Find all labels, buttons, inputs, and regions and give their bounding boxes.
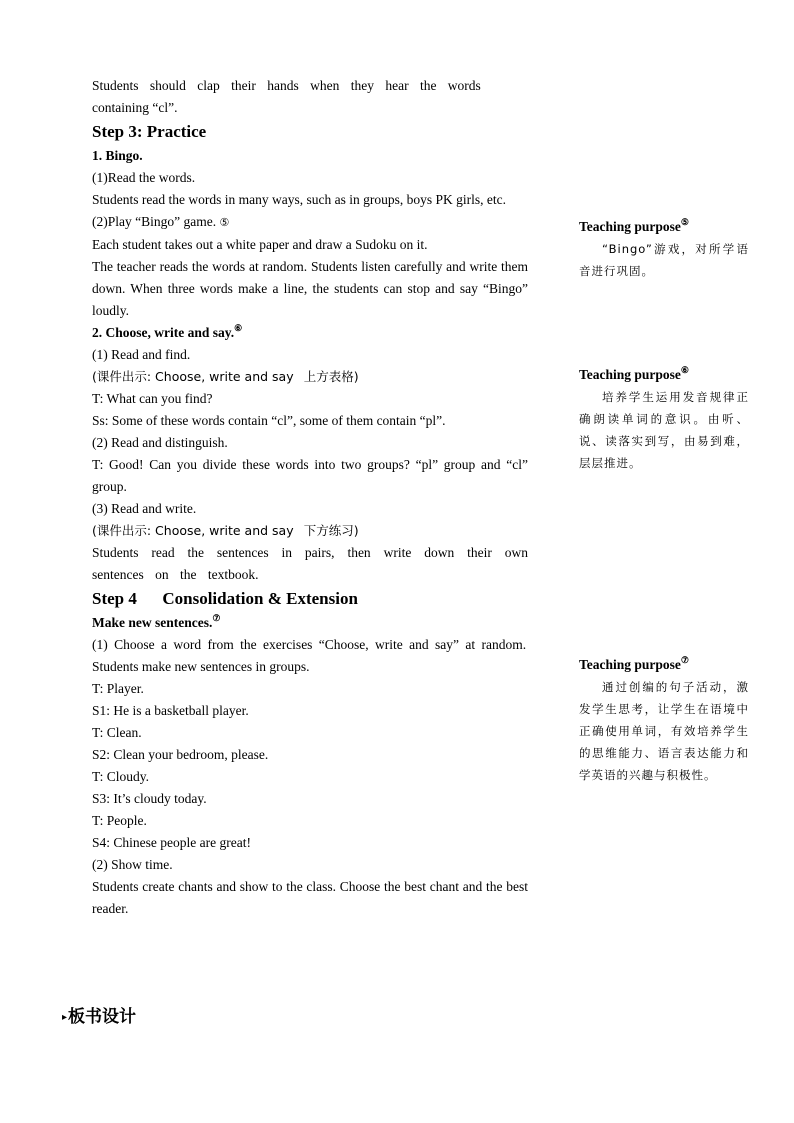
intro-line-2: containing “cl”. xyxy=(92,100,178,115)
choose-line-9: Students read the sentences in pairs, then write down their own sentences on the textbook. xyxy=(92,545,528,582)
choose-line-8 xyxy=(92,520,528,542)
teaching-purpose-7 xyxy=(579,654,749,786)
teaching-purpose-6 xyxy=(579,364,749,474)
choose-line-1: (1) Read and find. xyxy=(92,347,191,362)
choose-line-2b: 上方表格) xyxy=(303,369,359,384)
teaching-purpose-5 xyxy=(579,216,749,282)
bingo-line-5: The teacher reads the words at random. Students listen carefully and write them down. When three words make a line, the students can stop and say “Bingo” loudly. xyxy=(92,259,528,318)
purpose-7-title-text: Teaching purpose xyxy=(579,657,681,672)
step4-line: T: Player. xyxy=(92,681,144,696)
purpose-6-mark: ⑥ xyxy=(680,365,689,375)
bingo-heading: 1. Bingo. xyxy=(92,148,143,163)
choose-line-5: (2) Read and distinguish. xyxy=(92,435,228,450)
step4-line: T: Cloudy. xyxy=(92,769,149,784)
step4-line: S4: Chinese people are great! xyxy=(92,835,251,850)
purpose-7-title xyxy=(579,654,749,676)
step4-mark-7: ⑦ xyxy=(212,613,221,623)
choose-line-6: T: Good! Can you divide these words into two groups? “pl” group and “cl” group. xyxy=(92,457,528,494)
board-design-title: 板书设计 xyxy=(68,1007,137,1027)
step4-title: Step 4 Consolidation & Extension xyxy=(92,589,358,608)
choose-heading-text: 2. Choose, write and say. xyxy=(92,325,235,340)
step4-heading xyxy=(92,612,528,634)
bingo-line-1: (1)Read the words. xyxy=(92,170,196,185)
purpose-6-title-text: Teaching purpose xyxy=(579,367,681,382)
step4-heading-text: Make new sentences. xyxy=(92,615,213,630)
purpose-5-mark: ⑤ xyxy=(680,217,689,227)
choose-line-8a: (课件出示: Choose, write and say xyxy=(92,523,294,538)
bingo-line-3-text: (2)Play “Bingo” game. xyxy=(92,214,217,229)
purpose-5-text: “Bingo”游戏，对所学语音进行巩固。 xyxy=(579,242,749,278)
purpose-5-title xyxy=(579,216,749,238)
purpose-6-text: 培养学生运用发音规律正确朗读单词的意识。由听、说、读落实到写，由易到难，层层推进。 xyxy=(579,390,749,470)
choose-line-2 xyxy=(92,366,528,388)
choose-line-4: Ss: Some of these words contain “cl”, some of them contain “pl”. xyxy=(92,413,446,428)
purpose-7-mark: ⑦ xyxy=(680,655,689,665)
step4-line: T: Clean. xyxy=(92,725,142,740)
choose-line-2a: (课件出示: Choose, write and say xyxy=(92,369,294,384)
step4-line: S1: He is a basketball player. xyxy=(92,703,249,718)
step4-line: S3: It’s cloudy today. xyxy=(92,791,207,806)
bingo-line-2: Students read the words in many ways, such as in groups, boys PK girls, etc. xyxy=(92,192,506,207)
board-design-heading xyxy=(62,1002,136,1027)
triangle-marker-icon: ▸ xyxy=(62,1012,68,1023)
step4-line: S2: Clean your bedroom, please. xyxy=(92,747,269,762)
bingo-line-4: Each student takes out a white paper and draw a Sudoku on it. xyxy=(92,237,428,252)
choose-line-7: (3) Read and write. xyxy=(92,501,197,516)
intro-line-1: Students should clap their hands when they hear the words xyxy=(92,78,481,93)
choose-line-8b: 下方练习) xyxy=(303,523,359,538)
purpose-5-title-text: Teaching purpose xyxy=(579,219,681,234)
choose-mark-6: ⑥ xyxy=(234,323,243,333)
choose-line-3: T: What can you find? xyxy=(92,391,213,406)
step3-title: Step 3: Practice xyxy=(92,122,207,141)
purpose-7-text: 通过创编的句子活动，激发学生思考，让学生在语境中正确使用单词，有效培养学生的思维能力、语言表达能力和学英语的兴趣与积极性。 xyxy=(579,680,749,782)
bingo-line-3 xyxy=(92,211,528,234)
step4-line: Students create chants and show to the class. Choose the best chant and the best reader. xyxy=(92,879,528,916)
step4-line: T: People. xyxy=(92,813,147,828)
step4-line: Students make new sentences in groups. xyxy=(92,659,310,674)
step4-line: (1) Choose a word from the exercises “Choose, write and say” at random. xyxy=(92,637,527,652)
main-column xyxy=(92,75,528,920)
bingo-mark-5: ⑤ xyxy=(219,217,230,229)
choose-heading xyxy=(92,322,528,344)
step4-line: (2) Show time. xyxy=(92,857,173,872)
purpose-6-title xyxy=(579,364,749,386)
